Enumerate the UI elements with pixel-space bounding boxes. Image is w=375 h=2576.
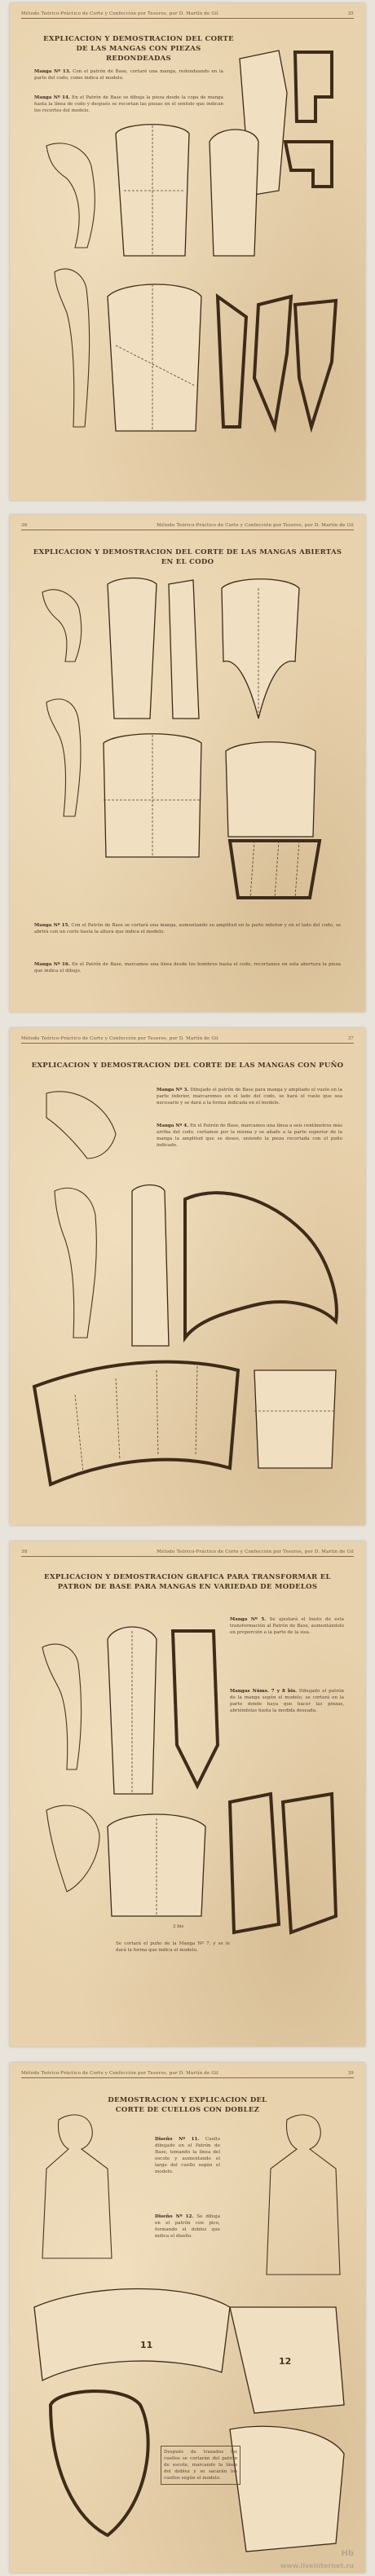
page-3 xyxy=(10,1028,365,1525)
pattern-piece xyxy=(254,1370,336,1468)
pattern-piece xyxy=(173,1631,218,1786)
paragraph-text: Cuello dibujado en el Patrón de Base, tomando la línea del escote y aumentando el largo del cuello según el modelo. xyxy=(155,2137,220,2174)
page-2 xyxy=(10,515,365,1012)
pattern-piece xyxy=(285,142,332,187)
figure-label: 11 xyxy=(140,2340,153,2350)
sleeve-sketch xyxy=(46,699,81,816)
paragraph-text: Con el patrón de Base, cortaré una manga, redondeando en la parte del codo, como indica el modelo. xyxy=(34,69,223,81)
paragraph-lead: Manga Nº 3. xyxy=(157,1088,189,1092)
paragraph xyxy=(34,961,341,974)
paragraph-text: Se ajustará el busto de esta transformación al Patrón de Base, aumentándolo en proporción a la parte de la sisa. xyxy=(230,1617,344,1635)
sleeve-pattern xyxy=(222,579,299,719)
sleeve-pattern xyxy=(226,742,315,837)
sleeve-sketch xyxy=(42,1644,82,1769)
paragraph-lead: Manga Nº 14. xyxy=(34,95,70,100)
sleeve-sketch xyxy=(46,143,95,248)
page-5 xyxy=(10,2063,365,2573)
page-title: EXPLICACION Y DEMOSTRACION DEL CORTE DE LAS MANGAS CON PUÑO xyxy=(31,1062,344,1070)
figure-label: 2 bis xyxy=(173,1924,184,1929)
sleeve-sketch xyxy=(55,269,90,427)
pattern-piece xyxy=(295,52,332,121)
pattern-piece xyxy=(230,1794,279,1932)
pattern-piece xyxy=(218,297,246,427)
sleeve-pattern xyxy=(108,284,201,431)
paragraph-lead: Diseño Nº 12. xyxy=(155,2214,194,2219)
page-number: 36 xyxy=(21,523,28,528)
running-head-text: Método Teórico-Práctico de Corte y Confección por Tesoros, por D. Martín de Gil xyxy=(157,1550,354,1554)
collar-pattern xyxy=(51,2391,148,2535)
page-number: 35 xyxy=(347,11,354,16)
watermark: Hb xyxy=(341,2549,354,2558)
note-box xyxy=(161,2446,240,2485)
page-number: 37 xyxy=(347,1036,354,1041)
paragraph-text: Dibujado el patrón de la manga según el modelo, se cortará en la parte donde haya que hacer las pinzas, abriéndolas hasta la medida deseada. xyxy=(230,1689,344,1713)
paragraph-text: Con el Patrón de Base se cortará una manga, aumentando su amplitud en la parte inferior y en el lado del codo, se abrirá con un corte hasta la altura que indica el modelo. xyxy=(34,923,341,934)
paragraph-text: Dibujado el patrón de Base para manga y ampliado el vuelo en la parte inferior, marcaremos en el lado del codo, se hará el vuelo que sea necesario y se dará a la forma indicada en el modelo. xyxy=(157,1088,342,1106)
page-1 xyxy=(10,3,365,500)
page-title: EXPLICACION Y DEMOSTRACION GRAFICA PARA TRANSFORMAR EL PATRON DE BASE PARA MANGAS EN VARIEDAD DE MODELOS xyxy=(44,1573,331,1591)
running-head-text: Método Teórico-Práctico de Corte y Confección por Tesoros, por D. Martín de Gil xyxy=(21,1036,218,1041)
guide-line xyxy=(250,841,299,898)
page-4 xyxy=(10,1541,365,2046)
pattern-piece xyxy=(295,301,336,427)
source-stamp: www.liveinternet.ru xyxy=(280,2562,354,2569)
running-head-text: Método Teórico-Práctico de Corte y Confección por Tesoros, por D. Martín de Gil xyxy=(21,2071,218,2076)
note-text: Después de trazados los cuellos se cortarán del patrón de escote, marcando la línea del doblez y se sacarán los cuellos según el modelo. xyxy=(164,2450,237,2481)
paragraph-text: Se dibuja en el patrón con pico, formando el doblez que indica el diseño. xyxy=(155,2214,221,2239)
paragraph-text: En el Patrón de Base se dibuja la pieza desde la copa de manga hasta la línea de codo y después se recortan las piezas en el sentido que indican los recortes del modelo. xyxy=(34,95,223,113)
page-number: 39 xyxy=(347,2071,354,2076)
collar-pattern xyxy=(230,2426,344,2552)
paragraph-text: En el Patrón de Base, marcamos una línea desde los hombros hasta el codo, recortamos en esta abertura la pieza que indica el dibujo. xyxy=(34,962,341,974)
paragraph-lead: Mangas Núms. 7 y 8 bis. xyxy=(230,1689,298,1694)
sleeve-pattern xyxy=(169,580,199,719)
sleeve-sketch xyxy=(46,1805,99,1892)
fashion-figure-sketch xyxy=(42,2115,112,2258)
paragraph-text: Se cortará el puño de la Manga Nº 7, y se le dará la forma que indica el modelo. xyxy=(116,1941,230,1953)
paragraph-text: En el Patrón de Base, marcamos una línea a seis centímetros más arriba del codo, cortamos por la misma y se añade a la parte superior de la manga la amplitud que se desee, uniendo la pieza recortada con el puño indicado. xyxy=(157,1123,342,1148)
figure-label: 12 xyxy=(279,2356,292,2367)
paragraph-lead: Diseño Nº 11. xyxy=(155,2137,200,2142)
sleeve-sketch xyxy=(55,1188,96,1338)
pattern-piece xyxy=(34,1362,238,1484)
running-head-text: Método Teórico-Práctico de Corte y Confección por Tesoros, por D. Martín de Gil xyxy=(21,11,218,16)
collar-pattern xyxy=(34,2289,230,2381)
sleeve-pattern xyxy=(132,1185,169,1347)
pattern-illustrations xyxy=(10,1028,365,1525)
guide-line xyxy=(75,1366,197,1472)
paragraph-lead: Manga Nº 13. xyxy=(34,69,71,74)
running-head-text: Método Teórico-Práctico de Corte y Confección por Tesoros, por D. Martín de Gil xyxy=(157,523,354,528)
sleeve-pattern xyxy=(108,578,157,719)
page-title: EXPLICACION Y DEMOSTRACION DEL CORTE DE LAS MANGAS CON PIEZAS REDONDEADAS xyxy=(43,35,234,63)
pattern-piece xyxy=(230,841,320,898)
page-title: EXPLICACION Y DEMOSTRACION DEL CORTE DE LAS MANGAS ABIERTAS EN EL CODO xyxy=(33,548,342,566)
pattern-illustrations xyxy=(10,515,365,1012)
sleeve-sketch xyxy=(42,590,82,662)
sleeve-pattern xyxy=(210,130,258,256)
paragraph xyxy=(34,922,341,935)
fashion-figure-sketch xyxy=(267,2115,340,2275)
pattern-piece xyxy=(283,1794,336,1932)
pattern-piece xyxy=(254,297,291,427)
paragraph-lead: Manga Nº 15. xyxy=(34,923,70,928)
page-number: 38 xyxy=(21,1550,28,1554)
paragraph-lead: Manga Nº 16. xyxy=(34,962,70,967)
paragraph-lead: Manga Nº 5. xyxy=(230,1617,267,1622)
sleeve-sketch xyxy=(46,1092,116,1158)
paragraph-lead: Manga Nº 4. xyxy=(157,1123,189,1128)
pattern-illustrations xyxy=(10,1541,365,2046)
page-title: DEMOSTRACION Y EXPLICACION DEL CORTE DE CUELLOS CON DOBLEZ xyxy=(108,2096,267,2114)
pattern-illustrations xyxy=(10,2063,365,2573)
pattern-piece xyxy=(185,1193,337,1338)
pattern-illustrations xyxy=(10,3,365,500)
